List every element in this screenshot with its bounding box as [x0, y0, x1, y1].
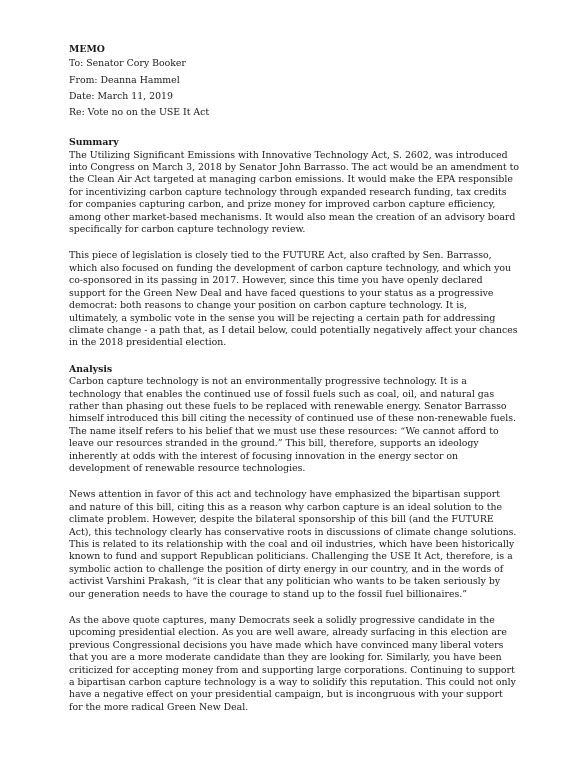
analysis-heading: Analysis — [69, 363, 113, 375]
summary-heading: Summary — [69, 137, 119, 149]
summary-paragraph-2: This piece of legislation is closely tied to the FUTURE Act, also crafted by Sen. Barrasso, which also focused on funding the development of carbon capture technology, and which you co-sponsored in its passing in 2017. However, since this time you have openly declared support for the Green New Deal and have faced questions to your status as a progressive democrat: both reasons to change your position on carbon capture technology. It is, ultimately, a symbolic vote in the sense you will be rejecting a certain path for addressing climate change - a path that, as I detail below, could potentially negatively affect your chances in the 2018 presidential election. — [69, 250, 518, 349]
memo-subject: Re: Vote no on the USE It Act — [69, 107, 210, 119]
memo-content — [69, 44, 519, 714]
memo-from: From: Deanna Hammel — [69, 74, 180, 86]
analysis-paragraph-3: As the above quote captures, many Democrats seek a solidly progressive candidate in the upcoming presidential election. As you are well aware, already surfacing in this election are previous Congressional decisions you have made which have convinced many liberal voters that you are a more moderate candidate than they are looking for. Similarly, you have been criticized for accepting money from and supporting large corporations. Continuing to support a bipartisan carbon capture technology is a way to solidify this reputation. This could not only have a negative effect on your presidential campaign, but is incongruous with your support for the more radical Green New Deal. — [69, 615, 516, 713]
memo-header — [69, 44, 519, 121]
memo-to: To: Senator Cory Booker — [69, 58, 186, 70]
analysis-paragraph-2: News attention in favor of this act and technology have emphasized the bipartisan support and nature of this bill, citing this as a reason why carbon capture is an ideal solution to the climate problem. However, despite the bilateral sponsorship of this bill (and the FUTURE Act), this technology clearly has conservative roots in discussions of climate change solutions. This is related to its relationship with the coal and oil industries, which have been historically known to fund and support Republican politicians. Challenging the USE It Act, therefore, is a symbolic action to challenge the position of dirty energy in our country, and in the words of activist Varshini Prakash, “it is clear that any politician who wants to be taken seriously by our generation needs to have the courage to stand up to the fossil fuel billionaires.” — [69, 489, 517, 600]
analysis-paragraph-1: Carbon capture technology is not an environmentally progressive technology. It is a technology that enables the continued use of fossil fuels such as coal, oil, and natural gas rather than phasing out these fuels to be replaced with renewable energy. Senator Barrasso himself introduced this bill citing the necessity of continued use of these non-renewable fuels. The name itself refers to his belief that we must use these resources: “We cannot afford to leave our resources stranded in the ground.” This bill, therefore, supports an ideology inherently at odds with the interest of focusing innovation in the energy sector on development of renewable resource technologies. — [69, 376, 517, 474]
memo-title: MEMO — [69, 44, 105, 55]
summary-section — [69, 137, 519, 350]
analysis-section — [69, 364, 519, 715]
memo-date: Date: March 11, 2019 — [69, 90, 173, 102]
summary-paragraph-1: The Utilizing Significant Emissions with Innovative Technology Act, S. 2602, was introduced into Congress on March 3, 2018 by Senator John Barrasso. The act would be an amendment to the Clean Air Act targeted at managing carbon emissions. It would make the EPA responsible for incentivizing carbon capture technology through expanded research funding, tax credits for companies capturing carbon, and prize money for improved carbon capture efficiency, among other market-based mechanisms. It would also mean the creation of an advisory board specifically for carbon capture technology review. — [69, 149, 520, 236]
